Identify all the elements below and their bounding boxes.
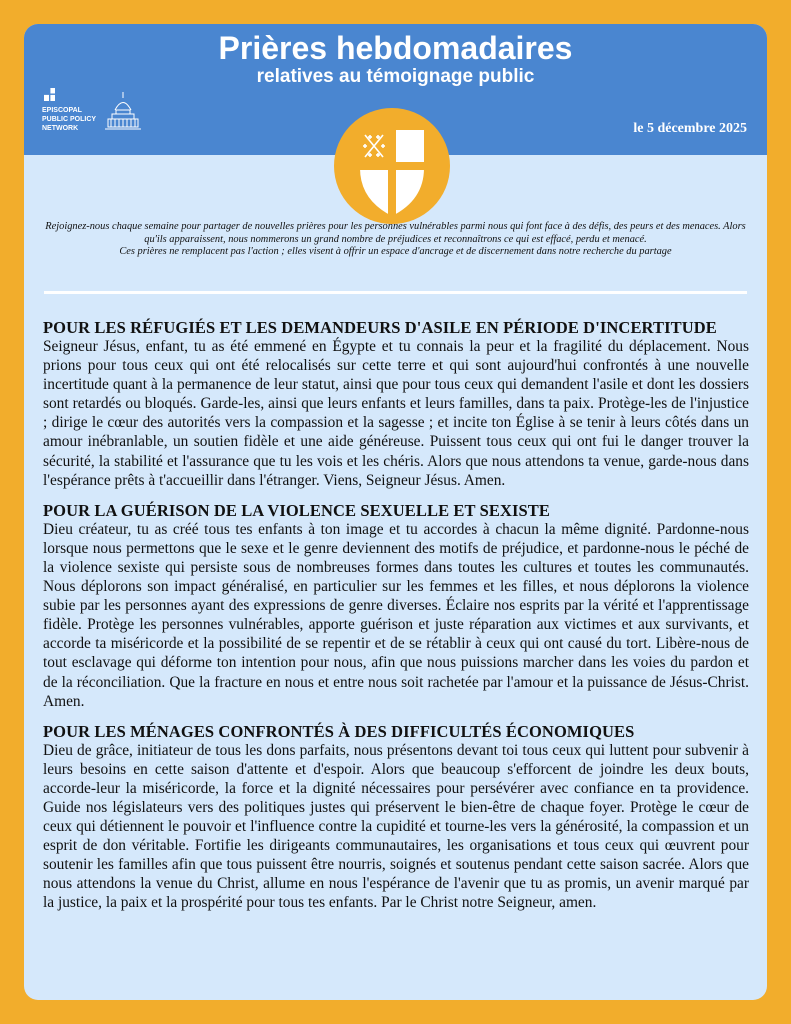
logo-text bbox=[42, 106, 112, 133]
prayer-section bbox=[43, 722, 749, 913]
episcopal-shield-icon bbox=[332, 106, 452, 226]
page-title: Prières hebdomadaires bbox=[218, 30, 573, 66]
divider bbox=[44, 291, 747, 294]
section-heading: POUR LA GUÉRISON DE LA VIOLENCE SEXUELLE ET SEXISTE bbox=[43, 500, 550, 520]
section-heading: POUR LES MÉNAGES CONFRONTÉS À DES DIFFICULTÉS ÉCONOMIQUES bbox=[43, 721, 635, 741]
eppn-logo bbox=[42, 86, 152, 142]
prayer-text: Seigneur Jésus, enfant, tu as été emmené en Égypte et tu connais la peur et la fragilité du déplacement. Nous prions pour tous ceux qui ont été relocalisés sur cette terre et qui sont aujourd'hui confrontés à une nouvelle incertitude quant à la permanence de leur statut, ainsi que pour tous ceux qui demandent l'asile et dont les dossiers sont retardés ou bloqués. Garde-les, ainsi que leurs enfants et leurs familles, dans ta paix. Protège-les de l'injustice ; dirige le cœur des autorités vers la compassion et la sagesse ; et incite ton Église à se tenir à leurs côtés dans un amour inébranlable, un soutien fidèle et une aide généreuse. Puissent tous ceux qui ont fui le danger trouver la sécurité, la stabilité et l'assurance que tu les vois et les chéris. Alors que nous attendons ta venue, garde-nous dans l'espérance prêts à t'accueillir dans l'étranger. Viens, Seigneur Jésus. Amen. bbox=[43, 338, 749, 489]
intro-paragraph: Rejoignez-nous chaque semaine pour partager de nouvelles prières pour les personnes vulnérables parmi nous qui font face à des défis, des peurs et des menaces. Alors qu'ils apparaissent, nous nommerons un grand nombre de préjudices et reconnaîtrons ce qui est effacé, perdu et menacé. bbox=[45, 221, 746, 245]
intro-paragraph: Ces prières ne remplacent pas l'action ; elles visent à offrir un espace d'ancrage et de discernement dans notre recherche du partage bbox=[119, 246, 672, 257]
prayer-section bbox=[43, 318, 749, 490]
intro-text bbox=[44, 221, 747, 259]
prayer-sheet bbox=[24, 24, 767, 1000]
prayer-text: Dieu créateur, tu as créé tous tes enfants à ton image et tu accordes à chacun la même dignité. Pardonne-nous lorsque nous permettons que le sexe et le genre deviennent des motifs de préjudice, et pardonne-nous le péché de la violence sexiste qui persiste sous de nombreuses formes dans toutes les cultures et toutes les communautés. Nous déplorons son impact généralisé, en particulier sur les femmes et les filles, et nous déplorons la violence subie par les personnes ayant des expressions de genre diverses. Éclaire nos esprits par la vérité et l'apprentissage fidèle. Protège les personnes vulnérables, apporte guérison et juste réparation aux victimes et aux survivants, et accorde ta miséricorde et la possibilité de se repentir et de se rétablir à ceux qui ont causé du tort. Libère-nous de tout esclavage qui déforme ton intention pour nous, afin que nous puissions marcher dans les voies du pardon et de la réconciliation. Que la fracture en nous et entre nous soit rachetée par l'amour et la puissance de Jésus-Christ. Amen. bbox=[43, 520, 749, 710]
logo-line: NETWORK bbox=[42, 125, 79, 132]
logo-line: EPISCOPAL bbox=[42, 107, 82, 114]
prayer-section bbox=[43, 501, 749, 711]
section-heading: POUR LES RÉFUGIÉS ET LES DEMANDEURS D'ASILE EN PÉRIODE D'INCERTITUDE bbox=[43, 318, 717, 337]
prayers-body bbox=[43, 318, 749, 924]
prayer-text: Dieu de grâce, initiateur de tous les dons parfaits, nous présentons devant toi tous ceux qui luttent pour subvenir à leurs besoins en cette saison d'attente et d'espoir. Alors que beaucoup s'efforcent de joindre les deux bouts, accorde-leur la miséricorde, la force et la dignité nécessaires pour persévérer avec confiance en ta providence. Guide nos législateurs vers des politiques justes qui préservent le bien-être de chaque foyer. Protège le cœur de ceux qui détiennent le pouvoir et l'influence contre la cupidité et tourne-les vers la générosité, la compassion et un esprit de don véritable. Fortifie les dirigeants communautaires, les organisations et tous ceux qui œuvrent pour soutenir les familles afin que tous puissent être nourris, soignés et soutenus pendant cette saison sacrée. Alors que nous attendons la venue du Christ, allume en nous l'espérance de l'avenir que tu as promis, un avenir marqué par la justice, la paix et la prospérité pour tous tes enfants. Par le Christ notre Seigneur, amen. bbox=[43, 741, 749, 912]
episcopal-shield-seal bbox=[332, 106, 452, 226]
page-subtitle: relatives au témoignage public bbox=[256, 66, 535, 87]
publication-date: le 5 décembre 2025 bbox=[633, 121, 747, 136]
logo-line: PUBLIC POLICY bbox=[42, 116, 97, 123]
